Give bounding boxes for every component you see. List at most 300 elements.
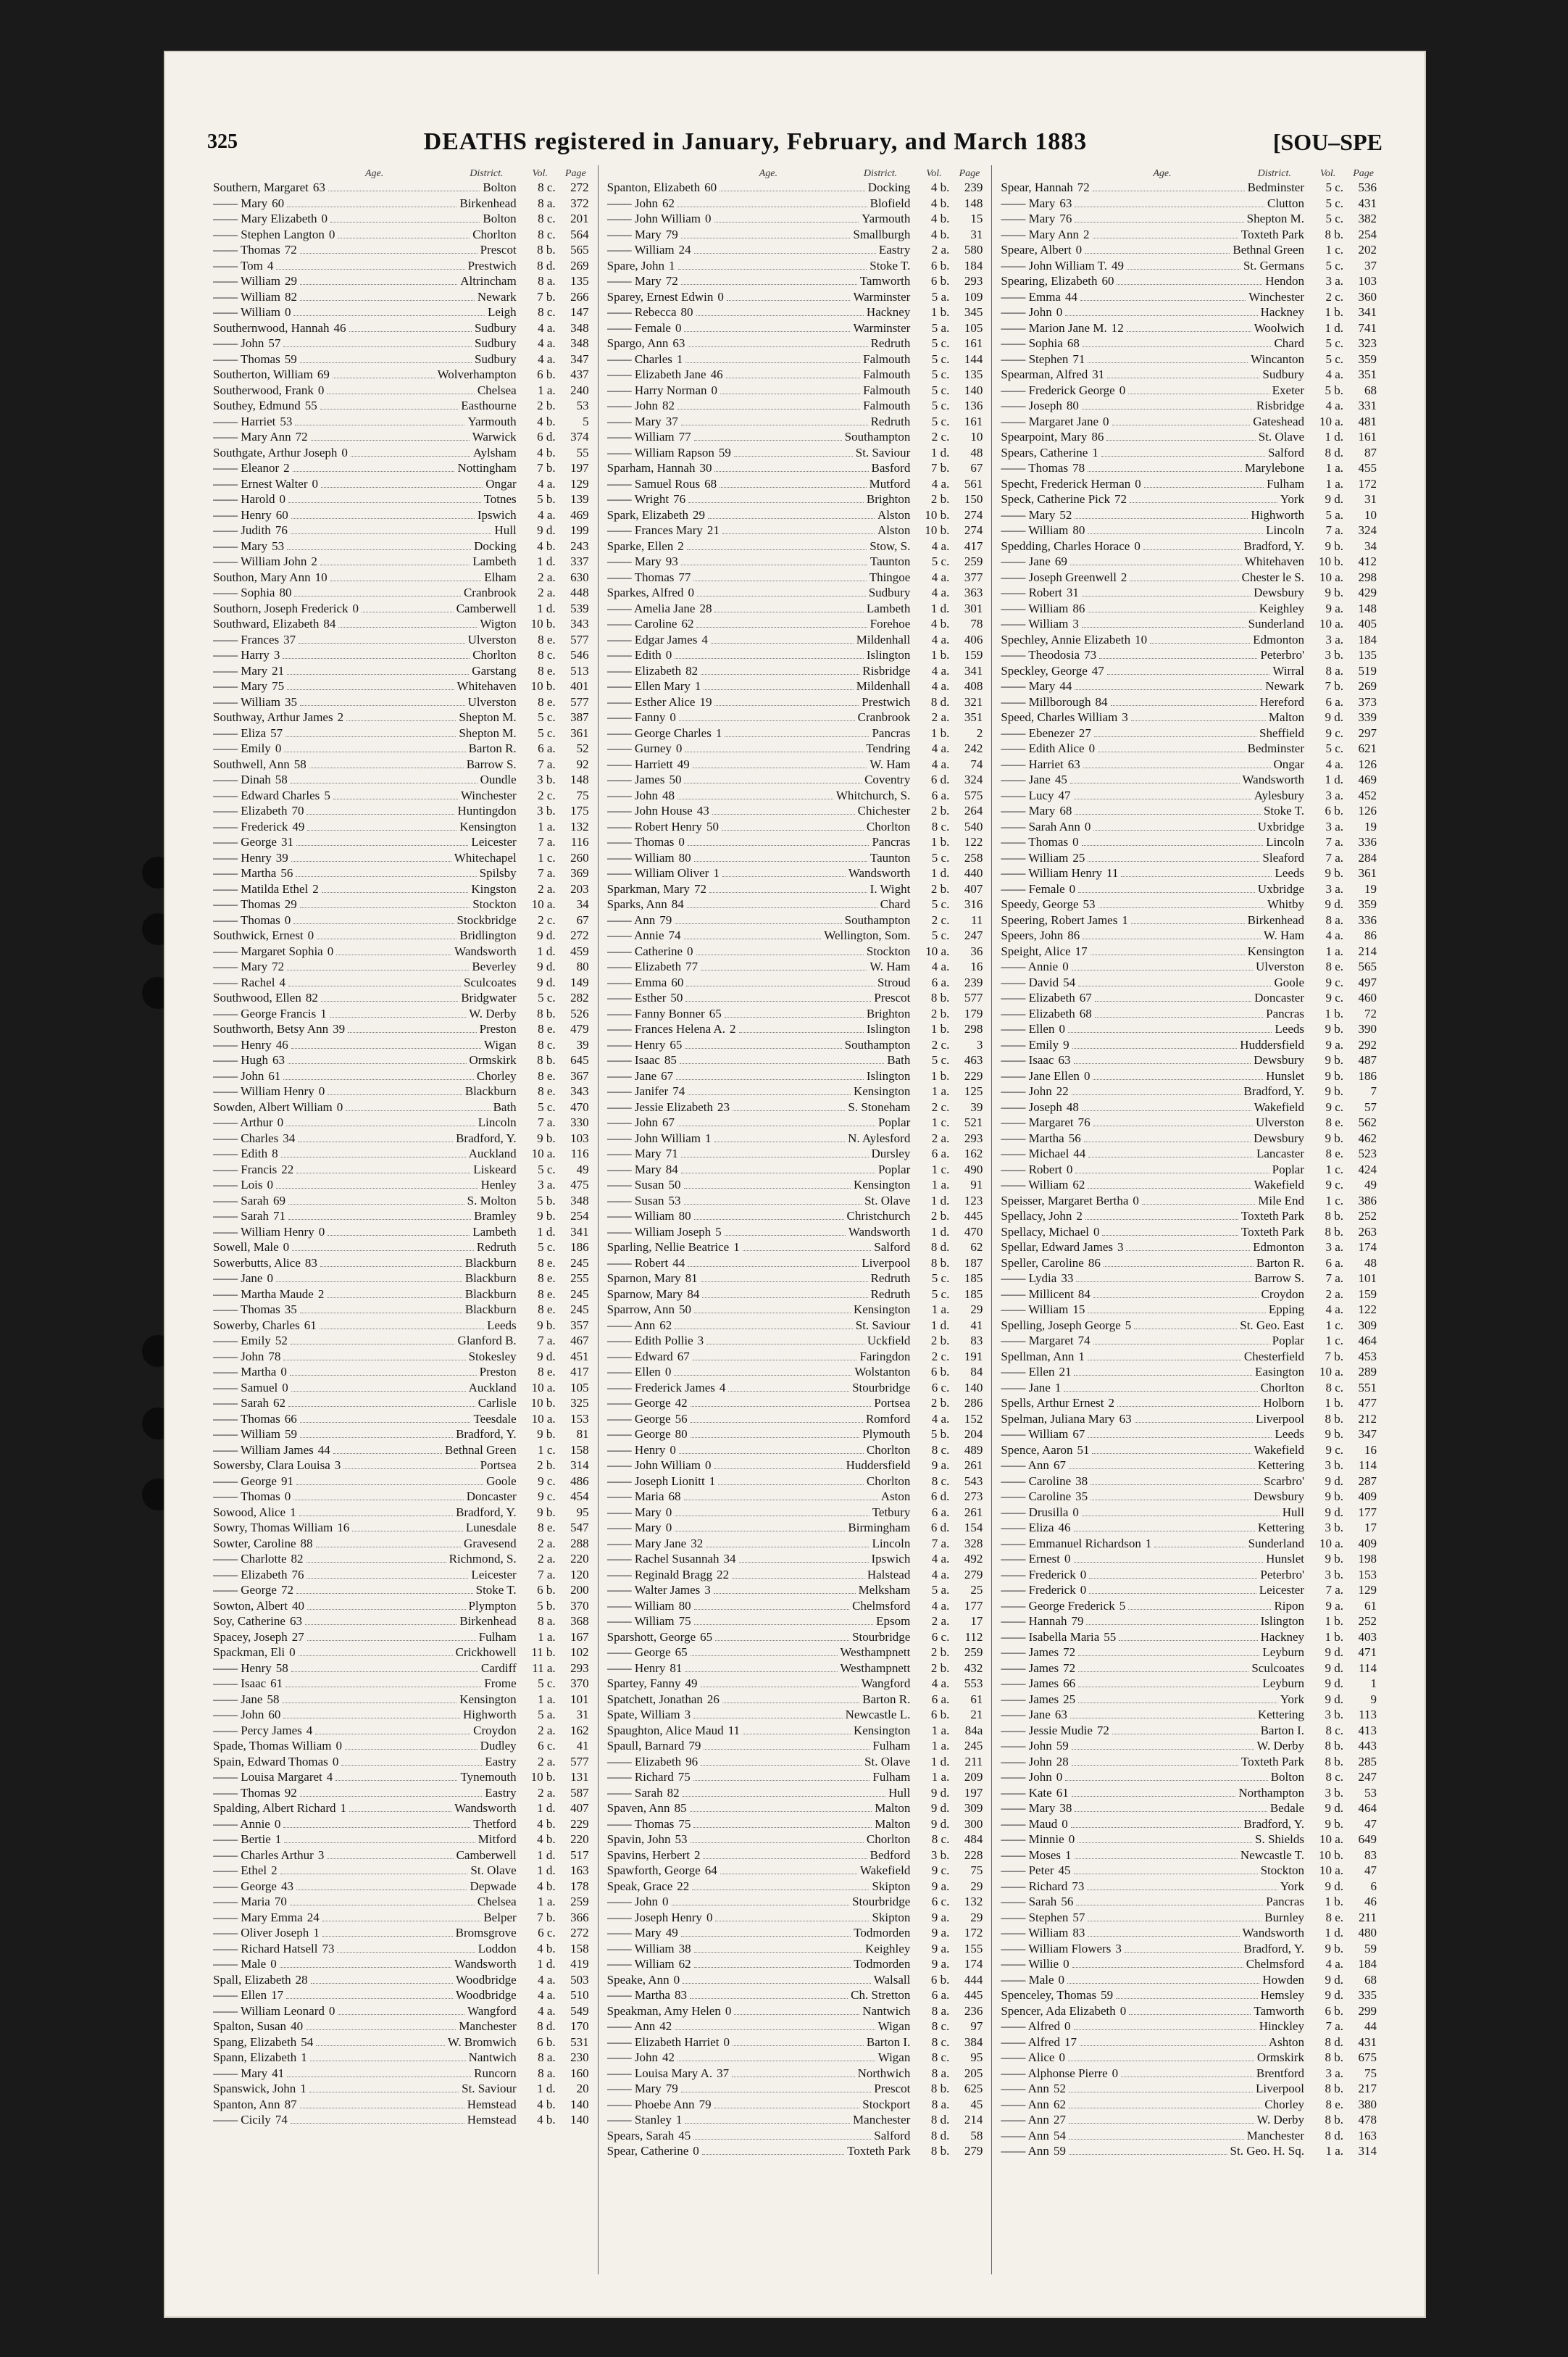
entry-district: Malton xyxy=(875,1816,911,1831)
entry-volume: 1 b. xyxy=(1325,1629,1344,1644)
entry-page: 175 xyxy=(570,804,589,818)
entry-page: 112 xyxy=(964,1629,983,1644)
entry-page: 279 xyxy=(964,2144,983,2158)
entry-volume: 6 c. xyxy=(931,1629,950,1644)
entry-age: 84 xyxy=(1077,1286,1090,1301)
entry-page: 316 xyxy=(964,897,983,911)
leader-dots xyxy=(722,830,864,831)
entry-name: —— Emily xyxy=(213,741,271,755)
entry-volume: 9 d. xyxy=(537,1349,556,1363)
entry-volume: 2 a. xyxy=(538,1785,556,1800)
entry-age: 86 xyxy=(1072,601,1085,615)
death-entry xyxy=(213,1380,589,1396)
entry-volume: 8 e. xyxy=(538,1022,556,1036)
entry-page: 113 xyxy=(1359,1708,1377,1721)
entry-volume: 1 d. xyxy=(537,944,556,958)
entry-page: 114 xyxy=(1359,1458,1377,1472)
entry-name: Sowry, Thomas William xyxy=(213,1521,333,1534)
entry-volume: 8 c. xyxy=(931,2050,950,2064)
death-entry xyxy=(1001,1879,1377,1895)
entry-page: 363 xyxy=(964,586,983,599)
entry-district: Chelsea xyxy=(477,383,517,397)
entry-page: 214 xyxy=(1358,944,1377,958)
death-entry xyxy=(1001,1084,1377,1099)
death-entry xyxy=(607,1676,983,1692)
leader-dots xyxy=(1082,845,1264,846)
death-entry xyxy=(607,2003,983,2019)
death-entry xyxy=(213,1800,589,1816)
entry-name: Speake, Ann xyxy=(606,1972,670,1987)
death-entry xyxy=(1001,975,1377,991)
entry-name: —— Emma xyxy=(1001,289,1061,304)
entry-district: Elham xyxy=(484,570,517,584)
entry-age: 72 xyxy=(1114,492,1127,506)
entry-volume: 2 c. xyxy=(538,913,556,927)
leader-dots xyxy=(296,876,476,877)
entry-volume: 1 c. xyxy=(1325,1334,1344,1347)
page-number: 325 xyxy=(207,130,238,153)
leader-dots xyxy=(1143,549,1241,550)
entry-page: 309 xyxy=(1358,1318,1377,1332)
entry-volume: 5 c. xyxy=(538,1676,556,1690)
entry-page: 577 xyxy=(570,632,589,647)
entry-page: 513 xyxy=(570,663,589,678)
death-entry xyxy=(607,710,983,726)
entry-volume: 4 a. xyxy=(931,632,950,647)
death-entry xyxy=(1001,1364,1377,1380)
entry-volume: 2 a. xyxy=(538,586,556,599)
entry-name: —— Frederick xyxy=(1001,1583,1076,1597)
entry-page: 741 xyxy=(1358,320,1377,335)
entry-name: Sparkes, Alfred xyxy=(606,586,684,599)
entry-volume: 6 b. xyxy=(930,258,950,273)
entry-page: 202 xyxy=(1358,243,1377,257)
leader-dots xyxy=(714,705,859,706)
entry-name: —— Jane Ellen xyxy=(1001,1068,1080,1083)
entry-name: —— Samuel Rous xyxy=(606,476,701,491)
death-entry xyxy=(607,647,983,663)
entry-name: —— William xyxy=(606,1598,675,1613)
entry-page: 125 xyxy=(964,1084,983,1098)
entry-page: 75 xyxy=(576,788,589,802)
entry-age: 27 xyxy=(1078,726,1091,740)
entry-page: 228 xyxy=(964,1847,983,1862)
entry-volume: 8 d. xyxy=(537,258,556,273)
entry-page: 649 xyxy=(1358,1832,1377,1846)
entry-volume: 5 c. xyxy=(1325,196,1344,210)
entry-age: 1 xyxy=(715,726,722,740)
entry-age: 54 xyxy=(301,2034,314,2049)
entry-name: —— William Leonard xyxy=(213,2003,325,2018)
entry-name: —— Elizabeth xyxy=(606,1754,682,1768)
entry-name: —— Martha xyxy=(606,1988,671,2002)
entry-age: 1 xyxy=(733,1240,740,1254)
entry-district: Blackburn xyxy=(464,1271,517,1285)
entry-district: Eastry xyxy=(485,1754,517,1768)
death-entry xyxy=(607,289,983,305)
entry-age: 0 xyxy=(705,212,712,225)
entry-name: Southwell, Ann xyxy=(213,757,290,771)
entry-page: 29 xyxy=(970,1302,983,1316)
entry-page: 3 xyxy=(976,1037,983,1052)
entry-district: Leeds xyxy=(487,1318,517,1332)
entry-district: St. Olave xyxy=(864,1754,911,1768)
entry-volume: 8 e. xyxy=(1325,1910,1344,1924)
entry-district: Skipton xyxy=(872,1910,911,1924)
age-header: Age. xyxy=(759,168,777,179)
death-entry xyxy=(1001,1426,1377,1442)
entry-name: Spellacy, Michael xyxy=(1001,1224,1089,1239)
entry-district: Toxteth Park xyxy=(1240,1209,1305,1223)
entry-district: Hackney xyxy=(866,305,911,319)
entry-age: 0 xyxy=(1059,1022,1065,1036)
death-entry xyxy=(1001,990,1377,1006)
entry-age: 82 xyxy=(305,991,318,1005)
death-entry xyxy=(1001,1551,1377,1567)
entry-age: 65 xyxy=(700,1629,713,1644)
leader-dots xyxy=(1117,1406,1260,1407)
entry-name: —— Matilda Ethel xyxy=(213,881,309,896)
entry-district: Ripon xyxy=(1274,1598,1305,1613)
entry-age: 0 xyxy=(1062,960,1069,973)
entry-page: 198 xyxy=(1358,1552,1377,1566)
entry-page: 387 xyxy=(570,710,589,724)
death-entry xyxy=(607,507,983,523)
entry-name: Southward, Elizabeth xyxy=(213,617,320,631)
entry-page: 17 xyxy=(1364,1521,1377,1534)
entry-name: —— Elizabeth Jane xyxy=(606,367,706,381)
entry-district: Chelsea xyxy=(477,1895,517,1908)
leader-dots xyxy=(1095,1017,1263,1018)
entry-age: 25 xyxy=(1063,1692,1076,1706)
entry-page: 252 xyxy=(1358,1614,1377,1628)
entry-volume: 7 a. xyxy=(538,757,556,771)
death-entry xyxy=(1001,647,1377,663)
entry-age: 62 xyxy=(659,1318,672,1332)
entry-district: Portsea xyxy=(874,1396,911,1410)
leader-dots xyxy=(694,1952,862,1953)
entry-page: 140 xyxy=(570,2113,589,2127)
entry-volume: 3 a. xyxy=(1325,788,1344,802)
entry-district: Belper xyxy=(483,1910,517,1924)
entry-page: 197 xyxy=(570,461,589,475)
entry-page: 129 xyxy=(1358,1583,1377,1597)
entry-district: Ulverston xyxy=(1255,960,1305,973)
entry-age: 0 xyxy=(1075,243,1083,257)
entry-district: Warminster xyxy=(853,320,911,335)
entry-volume: 4 a. xyxy=(931,1598,950,1613)
entry-volume: 8 b. xyxy=(1325,1224,1344,1239)
entry-volume: 9 d. xyxy=(1325,710,1344,724)
entry-name: —— William xyxy=(1001,1302,1069,1316)
entry-volume: 10 b. xyxy=(1319,1847,1344,1862)
entry-age: 86 xyxy=(1091,430,1104,444)
entry-volume: 6 c. xyxy=(538,1739,556,1753)
entry-volume: 8 b. xyxy=(537,1053,556,1067)
death-entry xyxy=(1001,1660,1377,1676)
entry-age: 0 xyxy=(665,1521,672,1534)
leader-dots xyxy=(704,689,853,690)
leader-dots xyxy=(693,1827,872,1828)
entry-name: —— Lois xyxy=(213,1178,263,1192)
entry-district: Sleaford xyxy=(1262,850,1305,865)
entry-district: Chelmsford xyxy=(1246,1957,1305,1971)
leader-dots xyxy=(687,907,877,908)
entry-page: 347 xyxy=(570,352,589,366)
entry-district: Barton R. xyxy=(862,1692,911,1706)
entry-name: —— John William T. xyxy=(1001,258,1107,273)
entry-age: 0 xyxy=(1133,1193,1139,1207)
death-entry xyxy=(213,1567,589,1583)
entry-page: 155 xyxy=(964,1941,983,1955)
entry-district: W. Derby xyxy=(1256,1739,1305,1753)
entry-page: 61 xyxy=(970,1692,983,1706)
entry-age: 0 xyxy=(1056,1770,1063,1784)
death-entry xyxy=(213,1068,589,1084)
entry-volume: 1 d. xyxy=(537,1957,556,1971)
entry-name: —— John xyxy=(1001,1754,1052,1768)
entry-volume: 9 d. xyxy=(1325,1879,1344,1893)
death-entry xyxy=(1001,429,1377,445)
entry-district: Wakefield xyxy=(1254,1442,1305,1457)
entry-page: 675 xyxy=(1358,2050,1377,2064)
entry-volume: 9 a. xyxy=(1325,1598,1344,1613)
entry-name: —— Lucy xyxy=(1001,788,1054,802)
entry-district: Croydon xyxy=(473,1723,517,1737)
death-entry xyxy=(607,2081,983,2097)
leader-dots xyxy=(1074,1562,1264,1563)
entry-age: 68 xyxy=(1059,804,1072,818)
entry-name: —— Emily xyxy=(1001,1037,1059,1052)
entry-page: 348 xyxy=(570,320,589,335)
entry-age: 71 xyxy=(1072,352,1085,366)
entry-page: 443 xyxy=(1358,1739,1377,1753)
entry-volume: 1 d. xyxy=(930,1193,950,1207)
entry-page: 301 xyxy=(964,601,983,615)
death-entry xyxy=(607,1115,983,1131)
leader-dots xyxy=(1080,300,1246,301)
entry-page: 103 xyxy=(1358,274,1377,288)
entry-age: 58 xyxy=(267,1692,280,1706)
death-entry xyxy=(607,554,983,570)
entry-volume: 4 b. xyxy=(537,1941,556,1955)
entry-age: 5 xyxy=(1119,1598,1126,1613)
entry-district: Leicester xyxy=(471,835,517,849)
death-entry xyxy=(1001,1987,1377,2003)
entry-volume: 2 a. xyxy=(538,570,556,584)
leader-dots xyxy=(696,315,864,316)
entry-volume: 9 d. xyxy=(1325,897,1344,911)
entry-page: 25 xyxy=(970,1583,983,1597)
entry-district: Plympton xyxy=(468,1598,517,1613)
entry-name: —— John xyxy=(213,336,264,350)
entry-district: Lunesdale xyxy=(465,1521,517,1534)
entry-district: Huntingdon xyxy=(457,804,517,818)
entry-volume: 9 b. xyxy=(537,1427,556,1441)
entry-age: 3 xyxy=(1122,710,1128,724)
entry-volume: 8 c. xyxy=(538,212,556,225)
death-entry xyxy=(213,1582,589,1598)
entry-page: 297 xyxy=(1358,726,1377,740)
entry-age: 1 xyxy=(290,1505,296,1519)
entry-volume: 5 c. xyxy=(538,1099,556,1114)
entry-district: Ch. Stretton xyxy=(851,1988,911,2002)
entry-district: Yarmouth xyxy=(467,414,517,428)
entry-name: —— Ann xyxy=(606,1318,656,1332)
entry-district: Teesdale xyxy=(473,1411,517,1426)
entry-age: 49 xyxy=(292,819,305,834)
entry-name: Speare, Albert xyxy=(1001,243,1072,257)
entry-age: 34 xyxy=(283,1131,296,1145)
entry-district: Stow, S. xyxy=(870,539,911,553)
leader-dots xyxy=(1098,907,1265,908)
death-entry xyxy=(607,1442,983,1458)
entry-age: 86 xyxy=(1088,1255,1101,1270)
leader-dots xyxy=(711,643,854,644)
death-entry xyxy=(213,616,589,632)
leader-dots xyxy=(725,1235,846,1236)
register-column xyxy=(204,165,599,2274)
death-entry xyxy=(1001,694,1377,710)
entry-volume: 9 b. xyxy=(1325,1053,1344,1067)
leader-dots xyxy=(688,346,867,347)
entry-page: 577 xyxy=(570,694,589,709)
entry-page: 431 xyxy=(1358,196,1377,210)
entry-page: 341 xyxy=(964,663,983,678)
entry-age: 58 xyxy=(293,757,306,771)
entry-page: 59 xyxy=(1364,1941,1377,1955)
entry-age: 74 xyxy=(668,928,681,942)
entry-name: Speisser, Margaret Bertha xyxy=(1001,1193,1129,1207)
death-entry xyxy=(607,1567,983,1583)
leader-dots xyxy=(291,518,475,519)
death-entry xyxy=(213,1084,589,1099)
entry-name: —— Joseph Henry xyxy=(606,1910,702,1924)
entry-name: —— Mary xyxy=(1001,212,1056,225)
death-entry xyxy=(607,2097,983,2113)
entry-name: —— Ann xyxy=(606,913,656,927)
entry-district: Barton R. xyxy=(1256,1255,1305,1270)
entry-volume: 9 b. xyxy=(1325,1084,1344,1098)
leader-dots xyxy=(306,1578,468,1579)
entry-name: —— William Flowers xyxy=(1001,1941,1112,1955)
entry-age: 65 xyxy=(670,1037,683,1052)
death-entry xyxy=(607,1395,983,1411)
entry-volume: 8 e. xyxy=(538,1286,556,1301)
entry-volume: 4 b. xyxy=(537,1832,556,1846)
entry-volume: 7 b. xyxy=(930,461,950,475)
leader-dots xyxy=(291,1391,466,1392)
entry-age: 0 xyxy=(289,1645,296,1659)
entry-volume: 8 c. xyxy=(931,2034,950,2049)
entry-age: 62 xyxy=(1053,2097,1066,2111)
leader-dots xyxy=(351,456,470,457)
entry-name: —— Harriet xyxy=(1001,757,1064,771)
entry-name: —— Stephen xyxy=(1001,1910,1069,1924)
death-entry xyxy=(213,1318,589,1334)
leader-dots xyxy=(734,456,853,457)
entry-age: 93 xyxy=(665,554,678,568)
entry-volume: 9 d. xyxy=(930,1785,950,1800)
entry-age: 3 xyxy=(273,648,280,662)
entry-volume: 3 a. xyxy=(1325,632,1344,647)
entry-name: —— Jessie Mudie xyxy=(1001,1723,1093,1737)
entry-district: Falmouth xyxy=(863,399,911,412)
entry-name: —— Peter xyxy=(1001,1863,1054,1877)
death-entry xyxy=(1001,710,1377,726)
death-entry xyxy=(213,632,589,648)
entry-district: Leicester xyxy=(1259,1583,1305,1597)
entry-name: Spark, Elizabeth xyxy=(606,507,689,522)
death-entry xyxy=(607,273,983,289)
entry-age: 1 xyxy=(694,679,701,693)
entry-age: 3 xyxy=(334,1458,341,1472)
entry-age: 1 xyxy=(340,1801,347,1815)
entry-age: 2 xyxy=(1120,570,1127,584)
entry-district: Lincoln xyxy=(872,1536,911,1550)
entry-district: Preston xyxy=(479,1022,517,1036)
death-entry xyxy=(213,850,589,866)
entry-page: 269 xyxy=(570,258,589,273)
entry-age: 0 xyxy=(328,227,335,241)
entry-volume: 8 c. xyxy=(1325,1723,1344,1737)
entry-name: —— Sarah xyxy=(213,1193,269,1207)
death-entry xyxy=(607,2128,983,2144)
leader-dots xyxy=(349,331,472,332)
entry-name: —— Henry xyxy=(606,1037,666,1052)
entry-page: 1 xyxy=(1370,1676,1377,1690)
entry-age: 0 xyxy=(284,305,291,319)
entry-age: 68 xyxy=(668,1489,681,1503)
death-entry xyxy=(213,1629,589,1645)
entry-page: 477 xyxy=(1358,1396,1377,1410)
entry-name: —— Ernest xyxy=(1001,1552,1061,1566)
entry-page: 101 xyxy=(570,1692,589,1706)
death-entry xyxy=(607,1411,983,1427)
entry-page: 273 xyxy=(964,1489,983,1503)
entry-volume: 7 a. xyxy=(538,1115,556,1129)
entry-page: 261 xyxy=(964,1458,983,1472)
entry-name: —— Edith xyxy=(213,1147,268,1160)
entry-page: 148 xyxy=(570,773,589,786)
entry-name: —— Louisa Mary A. xyxy=(606,2066,713,2080)
entry-age: 50 xyxy=(679,1302,692,1316)
entry-name: —— Jane xyxy=(213,1271,263,1285)
entry-district: Stoke T. xyxy=(870,258,911,273)
entry-age: 75 xyxy=(677,1770,691,1784)
entry-page: 261 xyxy=(964,1505,983,1519)
entry-name: —— Thomas xyxy=(213,913,280,927)
entry-page: 460 xyxy=(1358,991,1377,1005)
leader-dots xyxy=(291,533,492,534)
death-entry xyxy=(213,491,589,507)
leader-dots xyxy=(328,1235,470,1236)
entry-district: Wandsworth xyxy=(848,1224,911,1239)
entry-name: —— William xyxy=(1001,1427,1069,1441)
entry-name: Spears, Sarah xyxy=(606,2128,675,2142)
entry-page: 122 xyxy=(1358,1302,1377,1316)
entry-page: 10 xyxy=(970,430,983,444)
entry-volume: 6 a. xyxy=(1325,694,1344,709)
entry-district: W. Ham xyxy=(870,960,911,973)
entry-district: Uxbridge xyxy=(1257,819,1305,834)
death-entry xyxy=(213,1146,589,1162)
entry-volume: 1 d. xyxy=(930,1318,950,1332)
entry-volume: 6 b. xyxy=(930,274,950,288)
entry-age: 84 xyxy=(323,617,336,631)
entry-volume: 9 b. xyxy=(1325,866,1344,880)
entry-name: Sparke, Ellen xyxy=(606,539,674,553)
